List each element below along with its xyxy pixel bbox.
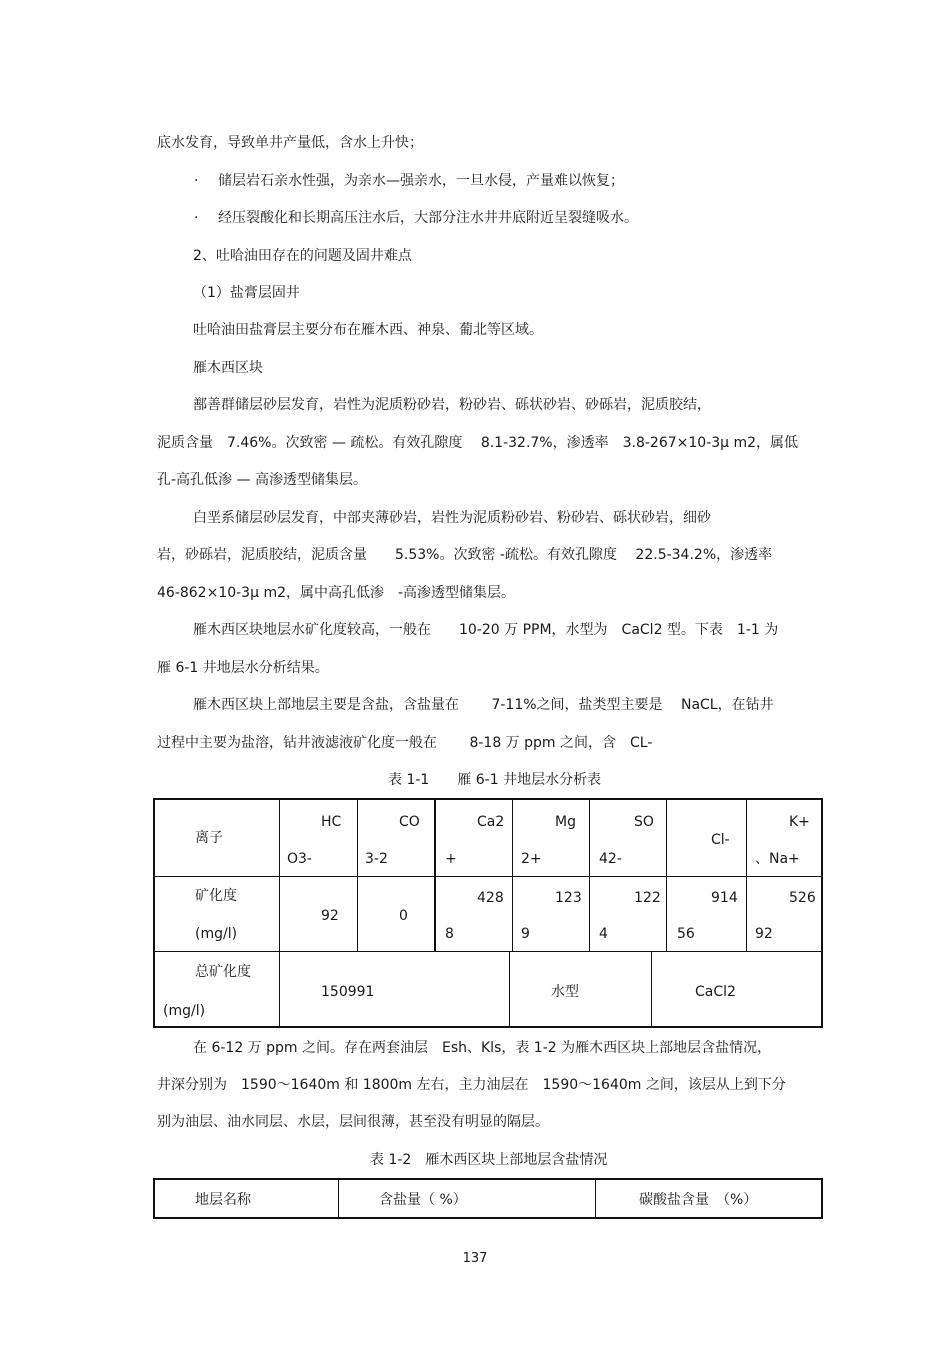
table-rule [155, 876, 821, 877]
table-rule [155, 951, 821, 952]
text-line: 井深分别为 1590～1640m 和 1800m 左右，主力油层在 1590～1640m 之间，该层从上到下分 [157, 1077, 786, 1093]
table-caption: 表 1-1 雁 6-1 井地层水分析表 [388, 772, 602, 788]
bullet-icon: · [194, 210, 199, 226]
salt-content-table [153, 1178, 823, 1219]
total-mineralization-unit: (mg/l) [163, 1003, 206, 1019]
ion-value: 8 [445, 926, 454, 942]
water-type-value: CaCl2 [695, 984, 736, 1000]
bullet-item: 经压裂酸化和长期高压注水后，大部分注水井井底附近呈裂缝吸水。 [218, 210, 638, 226]
page-number: 137 [462, 1251, 488, 1266]
ion-label: SO [634, 814, 654, 830]
ion-value: 123 [555, 890, 582, 906]
ion-value: 4 [599, 926, 608, 942]
column-header: 碳酸盐含量 （%） [639, 1192, 758, 1208]
bullet-icon: · [194, 173, 199, 189]
bullet-item: 储层岩石亲水性强，为亲水—强亲水，一旦水侵，产量难以恢复； [218, 173, 624, 189]
text-line: 鄯善群储层砂层发育，岩性为泥质粉砂岩，粉砂岩、砾状砂岩、砂砾岩，泥质胶结， [193, 397, 711, 413]
column-header: 地层名称 [195, 1192, 251, 1208]
text-line: 过程中主要为盐溶，钻井液滤液矿化度一般在 8-18 万 ppm 之间，含 CL- [157, 735, 653, 751]
ion-value: 92 [755, 926, 773, 942]
ion-value: 0 [399, 908, 408, 924]
water-type-label: 水型 [551, 984, 579, 1000]
ion-value: 122 [634, 890, 661, 906]
table-rule [666, 800, 667, 951]
ion-value: 92 [321, 908, 339, 924]
text-line: 雁 6-1 井地层水分析结果。 [157, 660, 329, 676]
water-analysis-table [153, 798, 823, 1028]
subsection-heading: （1）盐膏层固井 [193, 285, 300, 301]
ion-value: 914 [711, 890, 738, 906]
table-rule [589, 800, 590, 951]
ion-label: K+ [789, 814, 810, 830]
table-rule [746, 800, 747, 951]
text-line: 46-862×10-3μ m2，属中高孔低渗 -高渗透型储集层。 [157, 585, 516, 601]
table-caption: 表 1-2 雁木西区块上部地层含盐情况 [370, 1152, 608, 1168]
ion-value: 9 [521, 926, 530, 942]
ion-label: 2+ [521, 851, 542, 867]
table-rule [338, 1180, 339, 1217]
text-line: 泥质含量 7.46%。次致密 — 疏松。有效孔隙度 8.1-32.7%，渗透率 3.8-267×10-3μ m2，属低 [157, 435, 799, 451]
ion-label: Cl- [711, 832, 730, 848]
text-line: 在 6-12 万 ppm 之间。存在两套油层 Esh、Kls，表 1-2 为雁木西区块上部地层含盐情况， [193, 1040, 772, 1056]
table-rule [279, 951, 280, 1026]
ion-label: 3-2 [365, 851, 388, 867]
text-line: 雁木西区块上部地层主要是含盐，含盐量在 7-11%之间，盐类型主要是 NaCL，在钻井 [193, 697, 774, 713]
table-rule [434, 800, 436, 951]
text-line: 别为油层、油水同层、水层，层间很薄，甚至没有明显的隔层。 [157, 1114, 549, 1130]
row-header-ion: 离子 [195, 830, 223, 846]
text-line: 吐哈油田盐膏层主要分布在雁木西、神泉、葡北等区域。 [193, 322, 543, 338]
ion-value: 56 [677, 926, 695, 942]
table-rule [279, 800, 280, 951]
column-header: 含盐量（ %） [379, 1192, 467, 1208]
table-rule [357, 800, 358, 951]
text-line: 底水发育，导致单井产量低，含水上升快； [157, 135, 423, 151]
table-rule [509, 951, 510, 1026]
table-rule [512, 800, 513, 951]
total-mineralization-value: 150991 [321, 984, 375, 1000]
section-heading: 2、吐哈油田存在的问题及固井难点 [193, 248, 412, 264]
ion-label: CO [399, 814, 420, 830]
total-mineralization-label: 总矿化度 [195, 964, 251, 980]
table-rule [595, 1180, 596, 1217]
ion-label: O3- [287, 851, 312, 867]
table-rule [651, 951, 652, 1026]
text-line: 白垩系储层砂层发育，中部夹薄砂岩，岩性为泥质粉砂岩、粉砂岩、砾状砂岩，细砂 [193, 510, 711, 526]
ion-label: Mg [555, 814, 576, 830]
text-line: 孔-高孔低渗 — 高渗透型储集层。 [157, 472, 367, 488]
text-line: 雁木西区块 [193, 360, 263, 376]
row-header-unit: (mg/l) [195, 926, 238, 942]
text-line: 雁木西区块地层水矿化度较高，一般在 10-20 万 PPM，水型为 CaCl2 型。下表 1-1 为 [193, 622, 779, 638]
ion-label: Ca2 [477, 814, 505, 830]
ion-label: + [445, 851, 457, 867]
text-line: 岩，砂砾岩，泥质胶结，泥质含量 5.53%。次致密 -疏松。有效孔隙度 22.5-34.2%，渗透率 [157, 547, 773, 563]
ion-value: 526 [789, 890, 816, 906]
row-header-mineralization: 矿化度 [195, 888, 237, 904]
ion-value: 428 [477, 890, 504, 906]
ion-label: 42- [599, 851, 622, 867]
ion-label: 、Na+ [755, 851, 800, 867]
ion-label: HC [321, 814, 342, 830]
